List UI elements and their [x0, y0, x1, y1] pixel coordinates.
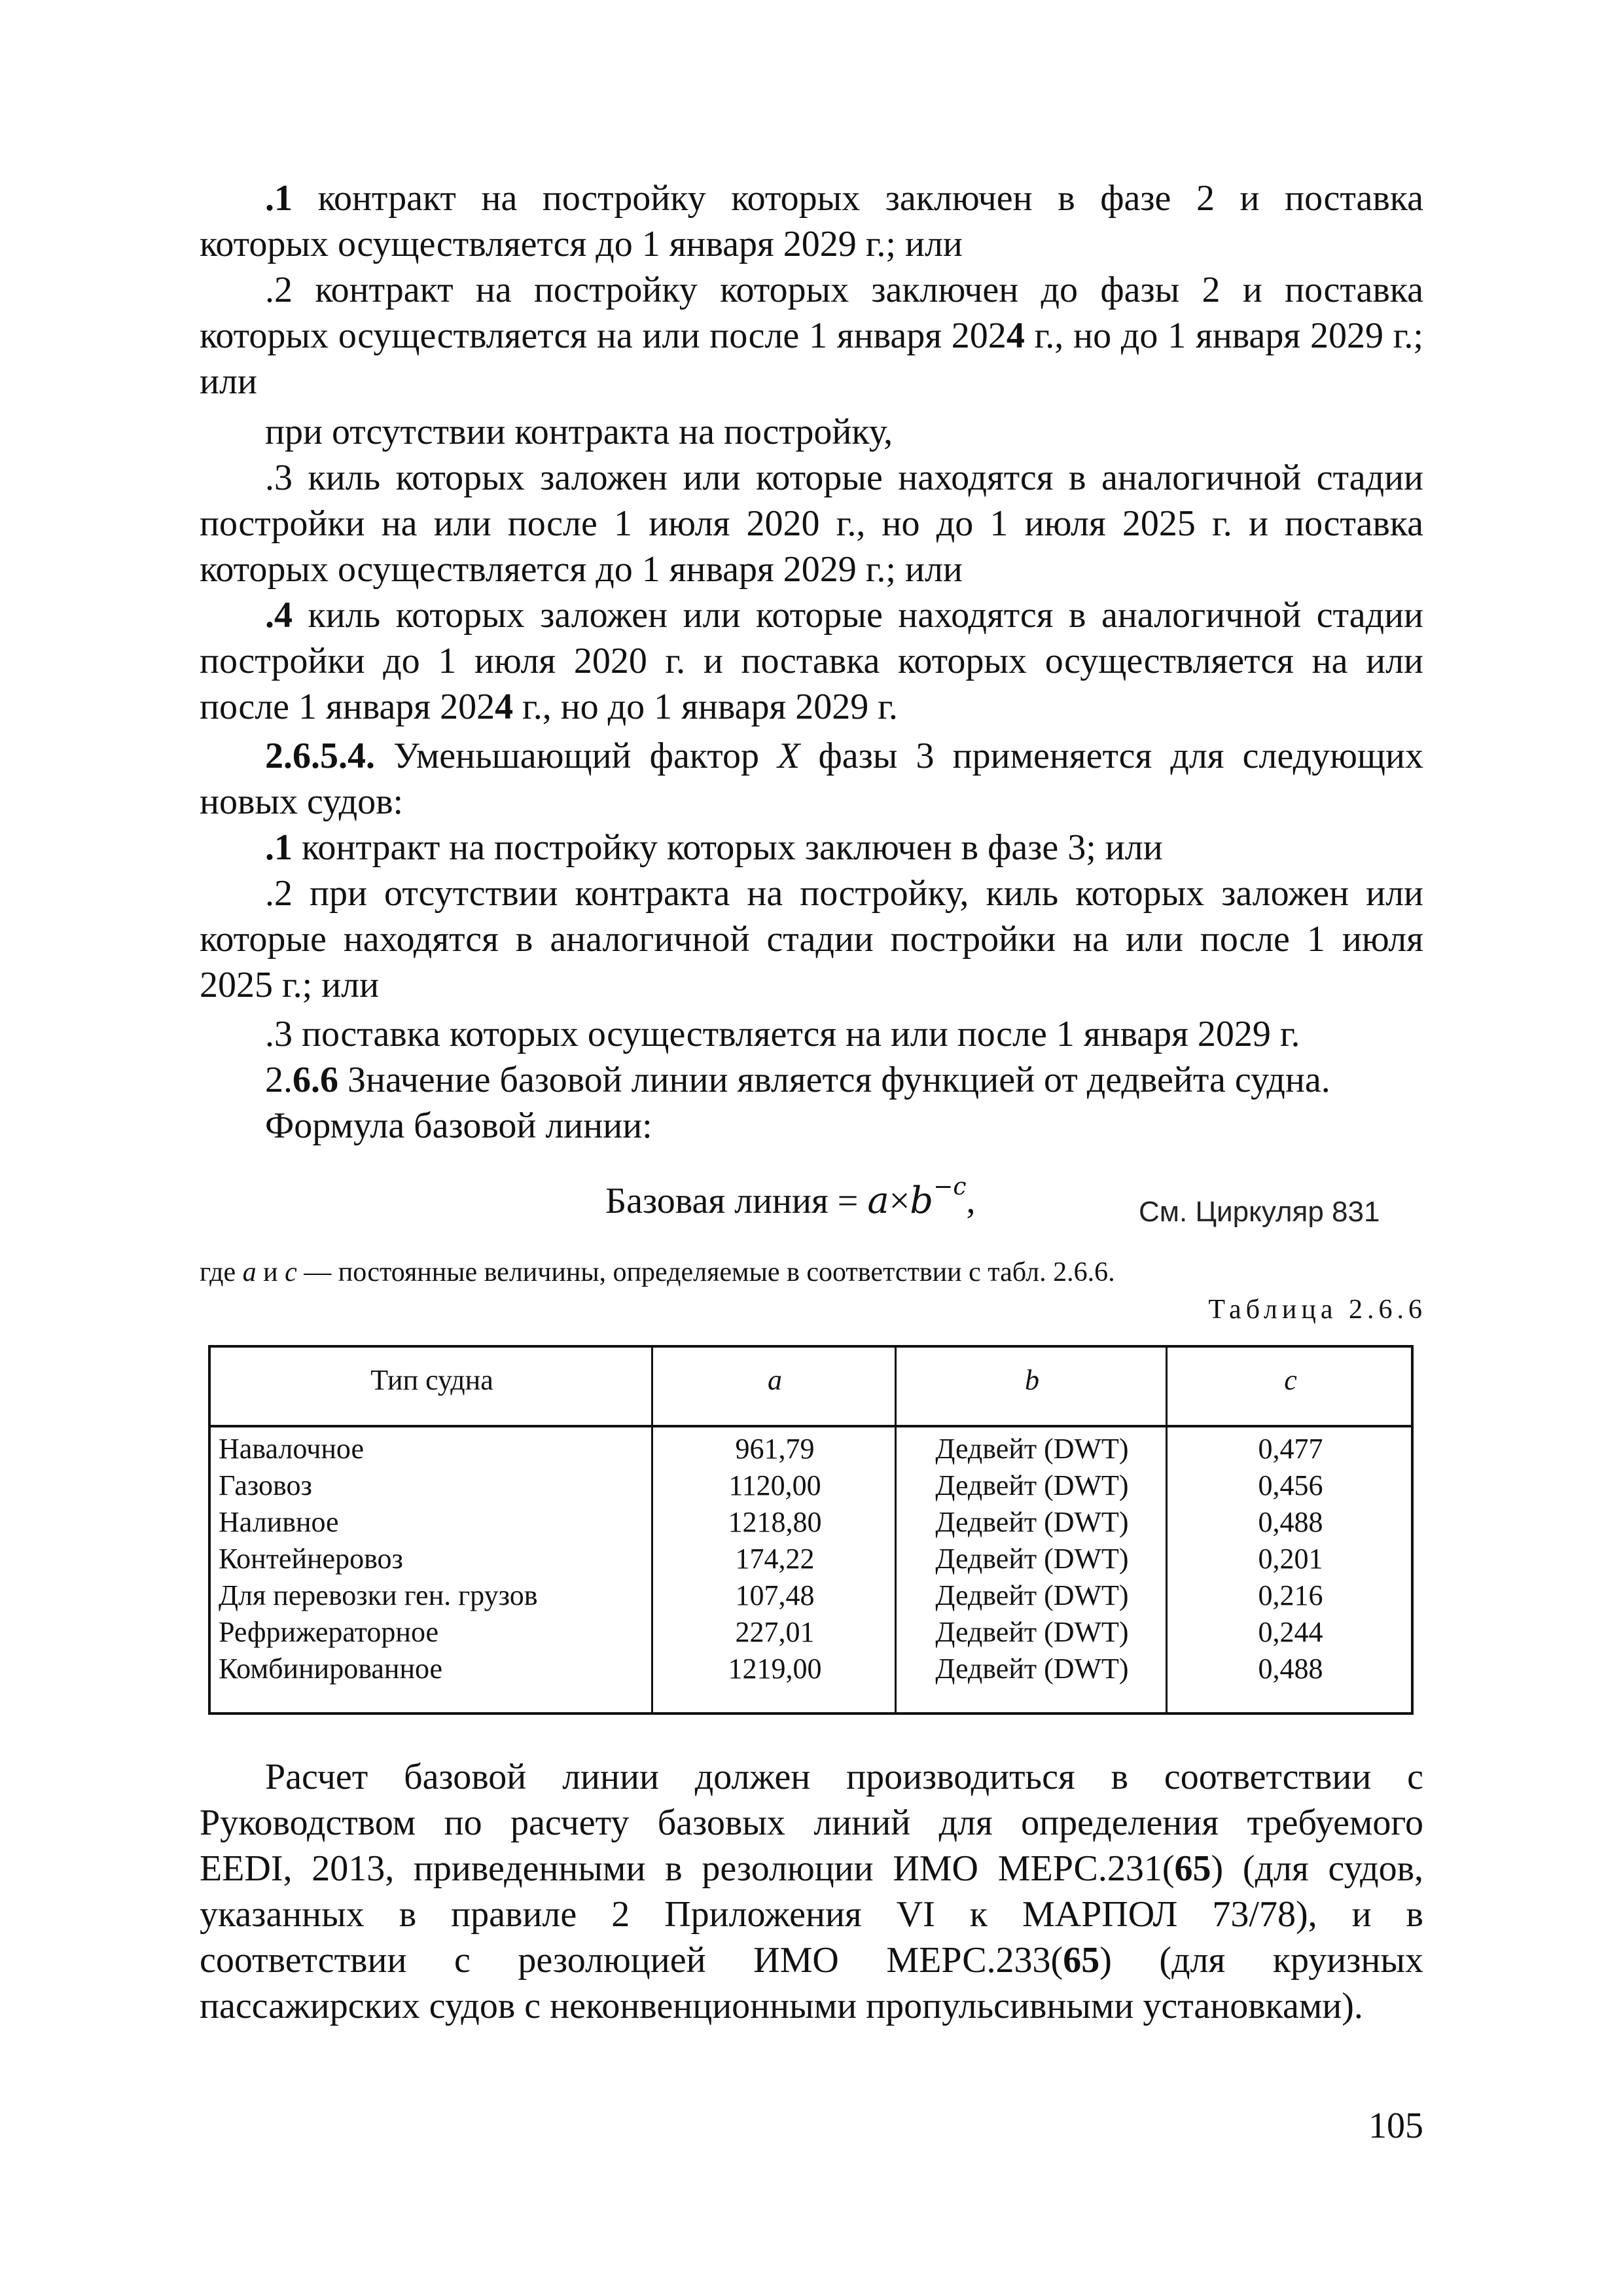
item-1-line-2: которых осуществляется до 1 января 2029 г.; или: [200, 224, 963, 264]
closing-line-3: EEDI, 2013, приведенными в резолюции ИМО МЕРС.231(65) (для судов,: [200, 1848, 1424, 1889]
cell-ship-type: Комбинированное: [219, 1653, 443, 1685]
table-row: [211, 1431, 1411, 1467]
header-a: a: [768, 1364, 782, 1396]
item-3-line-1: .3 киль которых заложен или которые находятся в аналогичной стадии: [265, 457, 1424, 498]
cell-a: 1219,00: [728, 1653, 822, 1685]
header-ship-type: Тип судна: [370, 1364, 493, 1396]
where-line: где a и c — постоянные величины, определяемые в соответствии с табл. 2.6.6.: [200, 1257, 1115, 1287]
phase3-item-1: .1 контракт на постройку которых заключен в фазе 3; или: [265, 827, 1163, 868]
closing-line-1: Расчет базовой линии должен производиться в соответствии с: [265, 1757, 1423, 1797]
cell-a: 1218,80: [728, 1506, 822, 1538]
phase3-item-2-line-2: которые находятся в аналогичной стадии постройки на или после 1 июля: [200, 919, 1423, 960]
closing-line-4: указанных в правиле 2 Приложения VI к МАРПОЛ 73/78), и в: [200, 1894, 1423, 1935]
cell-b: Дедвейт (DWT): [935, 1506, 1129, 1538]
baseline-table: [208, 1345, 1414, 1715]
page-number: 105: [1368, 2106, 1423, 2146]
cell-c: 0,456: [1258, 1469, 1323, 1501]
table-row: [211, 1504, 1411, 1541]
item-2-line-2: которых осуществляется на или после 1 января 2024 г., но до 1 января 2029 г.;: [200, 315, 1423, 356]
cell-c: 0,488: [1258, 1653, 1323, 1685]
cell-a: 1120,00: [728, 1469, 821, 1501]
item-3-line-2: постройки на или после 1 июля 2020 г., но до 1 июля 2025 г. и поставка: [200, 503, 1423, 544]
cell-ship-type: Навалочное: [219, 1433, 364, 1465]
cell-c: 0,201: [1258, 1543, 1323, 1575]
cell-b: Дедвейт (DWT): [935, 1653, 1129, 1685]
closing-line-6: пассажирских судов с неконвенционными пропульсивными установками).: [200, 1986, 1363, 2026]
formula-intro: Формула базовой линии:: [265, 1105, 652, 1146]
cell-c: 0,488: [1258, 1506, 1323, 1538]
table-row: [211, 1577, 1411, 1614]
cell-ship-type: Рефрижераторное: [219, 1616, 439, 1648]
table-row: [211, 1651, 1411, 1687]
table-body: [211, 1431, 1411, 1687]
table-caption: Таблица 2.6.6: [1208, 1295, 1427, 1325]
header-c: c: [1284, 1364, 1297, 1396]
cell-b: Дедвейт (DWT): [935, 1579, 1129, 1611]
baseline-formula: Базовая линия = $a\times b^{-c}$,: [605, 1174, 976, 1222]
closing-line-5: соответствии с резолюцией ИМО МЕРС.233(65) (для круизных: [200, 1940, 1423, 1981]
table-row: [211, 1541, 1411, 1577]
no-contract-line: при отсутствии контракта на постройку,: [265, 412, 893, 452]
item-1-line-1: .1 контракт на постройку которых заключен в фазе 2 и поставка: [265, 178, 1423, 219]
section-2654-line-1: 2.6.5.4. Уменьшающий фактор X фазы 3 применяется для следующих: [265, 736, 1424, 776]
item-4-line-1: .4 киль которых заложен или которые находятся в аналогичной стадии: [265, 595, 1424, 636]
circular-note: См. Циркуляр 831: [1139, 1196, 1380, 1228]
cell-b: Дедвейт (DWT): [935, 1616, 1129, 1648]
phase3-item-2-line-3: 2025 г.; или: [200, 965, 380, 1005]
cell-b: Дедвейт (DWT): [935, 1433, 1129, 1465]
cell-a: 227,01: [735, 1616, 815, 1648]
phase3-item-2-line-1: .2 при отсутствии контракта на постройку, киль которых заложен или: [265, 873, 1423, 914]
cell-ship-type: Контейнеровоз: [219, 1543, 403, 1575]
cell-ship-type: Наливное: [219, 1506, 339, 1538]
section-2654-line-2: новых судов:: [200, 781, 404, 822]
item-3-line-3: которых осуществляется до 1 января 2029 г.; или: [200, 549, 963, 590]
table-row: [211, 1467, 1411, 1504]
cell-c: 0,216: [1258, 1579, 1323, 1611]
cell-c: 0,477: [1258, 1433, 1323, 1465]
closing-line-2: Руководством по расчету базовых линий для определения требуемого: [200, 1803, 1423, 1843]
item-4-line-3: после 1 января 2024 г., но до 1 января 2029 г.: [200, 687, 898, 727]
phase3-item-3: .3 поставка которых осуществляется на или после 1 января 2029 г.: [265, 1014, 1300, 1054]
cell-ship-type: Газовоз: [219, 1469, 312, 1501]
item-4-line-2: постройки до 1 июля 2020 г. и поставка которых осуществляется на или: [200, 641, 1423, 681]
header-b: b: [1025, 1364, 1039, 1396]
cell-b: Дедвейт (DWT): [935, 1543, 1129, 1575]
cell-a: 961,79: [735, 1433, 815, 1465]
cell-ship-type: Для перевозки ген. грузов: [219, 1579, 538, 1611]
section-266-line: 2.6.6 Значение базовой линии является функцией от дедвейта судна.: [265, 1060, 1330, 1100]
cell-a: 107,48: [735, 1579, 815, 1611]
table-header: [211, 1348, 1411, 1427]
cell-a: 174,22: [735, 1543, 815, 1575]
cell-b: Дедвейт (DWT): [935, 1469, 1129, 1501]
cell-c: 0,244: [1258, 1616, 1323, 1648]
item-2-line-3: или: [200, 361, 257, 402]
table-row: [211, 1614, 1411, 1651]
item-2-line-1: .2 контракт на постройку которых заключен до фазы 2 и поставка: [265, 270, 1424, 310]
